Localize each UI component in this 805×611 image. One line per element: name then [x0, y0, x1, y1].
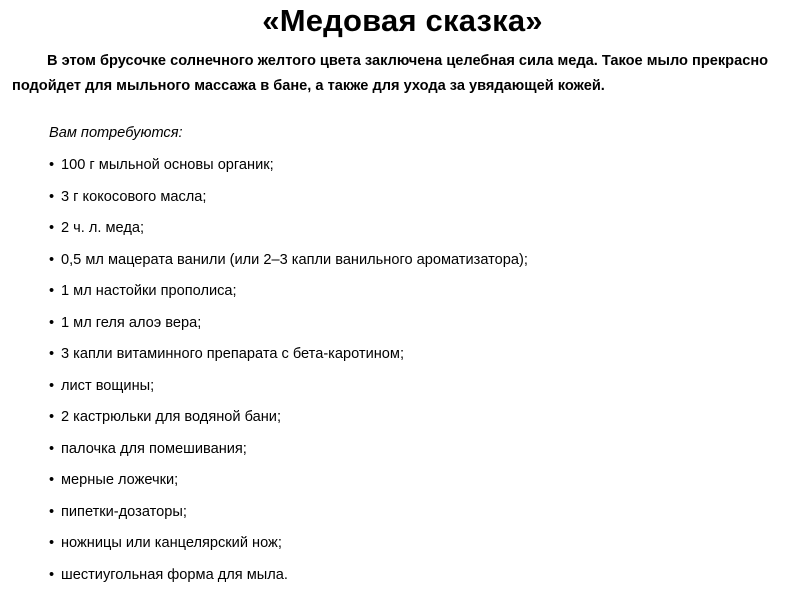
list-item-text: мерные ложечки;	[61, 472, 179, 488]
list-item-text: шестиугольная форма для мыла.	[61, 566, 288, 583]
intro-text: В этом брусочке солнечного желтого цвета заключена целебная сила меда. Такое мыло прекрасно подойдет для мыльного массажа в бане, а также для ухода за увядающей кожей.	[12, 53, 769, 94]
bullet-icon: •	[49, 283, 55, 299]
bullet-icon: •	[49, 535, 55, 551]
bullet-icon: •	[49, 503, 55, 520]
supplies-list	[49, 156, 528, 597]
list-item-text: 2 кастрюльки для водяной бани;	[61, 409, 282, 425]
list-item	[49, 314, 528, 346]
list-item-text: 3 г кокосового масла;	[61, 188, 207, 205]
list-item	[49, 503, 528, 535]
bullet-icon: •	[49, 188, 55, 205]
list-item	[49, 534, 528, 566]
bullet-icon: •	[49, 346, 55, 362]
list-item-text: 100 г мыльной основы органик;	[61, 157, 274, 173]
list-item-text: лист вощины;	[61, 377, 155, 394]
bullet-icon: •	[49, 220, 55, 236]
list-item-text: 3 капли витаминного препарата с бета-каротином;	[61, 346, 405, 362]
list-item	[49, 219, 528, 251]
needed-label: Вам потребуются:	[49, 125, 183, 141]
list-item-text: 1 мл настойки прополиса;	[61, 283, 237, 299]
list-item	[49, 566, 528, 598]
bullet-icon: •	[49, 472, 55, 488]
list-item-text: ножницы или канцелярский нож;	[61, 535, 282, 551]
list-item	[49, 188, 528, 220]
intro-paragraph	[12, 49, 802, 99]
list-item	[49, 440, 528, 472]
bullet-icon: •	[49, 157, 55, 173]
bullet-icon: •	[49, 377, 55, 394]
bullet-icon: •	[49, 566, 55, 583]
list-item-text: 1 мл геля алоэ вера;	[61, 314, 202, 331]
list-item	[49, 377, 528, 409]
list-item-text: 2 ч. л. меда;	[61, 220, 145, 236]
list-item-text: пипетки-дозаторы;	[61, 503, 187, 520]
bullet-icon: •	[49, 440, 55, 457]
list-item	[49, 345, 528, 377]
list-item	[49, 408, 528, 440]
list-item	[49, 251, 528, 283]
list-item	[49, 471, 528, 503]
document-title: «Медовая сказка»	[262, 3, 543, 38]
bullet-icon: •	[49, 409, 55, 425]
list-item-text: палочка для помешивания;	[61, 440, 247, 457]
list-item	[49, 156, 528, 188]
list-item	[49, 282, 528, 314]
bullet-icon: •	[49, 314, 55, 331]
bullet-icon: •	[49, 251, 55, 268]
list-item-text: 0,5 мл мацерата ванили (или 2–3 капли ванильного ароматизатора);	[61, 251, 528, 268]
